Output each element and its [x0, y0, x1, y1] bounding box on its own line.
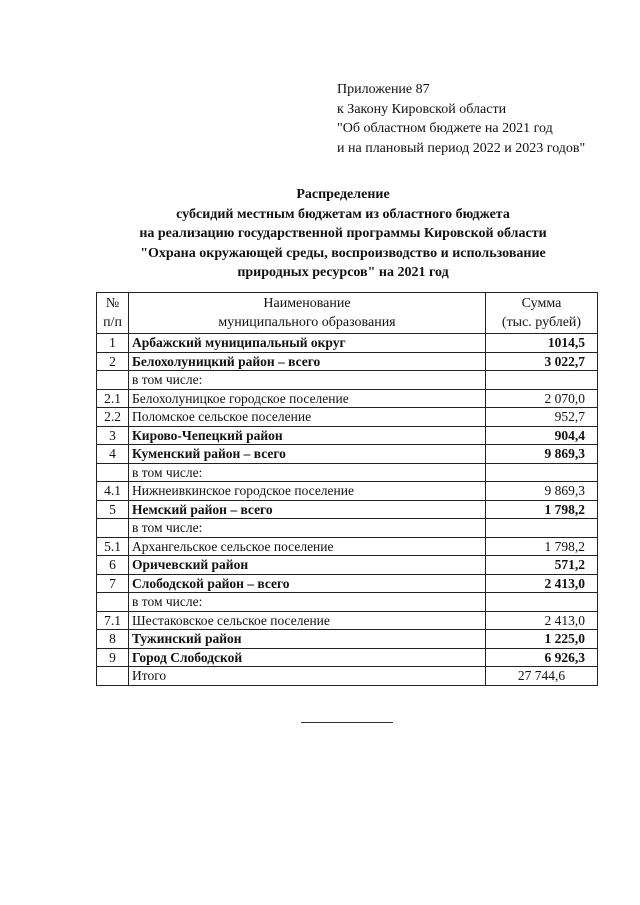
row-sum: 1 798,2	[486, 500, 598, 519]
title-line-4: "Охрана окружающей среды, воспроизводство и использование	[140, 245, 546, 261]
row-municipality-name: Нижнеивкинское городское поселение	[129, 482, 486, 501]
row-sum	[486, 519, 598, 538]
row-number: 9	[97, 648, 129, 667]
header-number-line-1: №	[105, 296, 120, 311]
row-number: 2	[97, 352, 129, 371]
row-municipality-name: Немский район – всего	[129, 500, 486, 519]
table-row	[97, 556, 598, 575]
table-body	[97, 334, 598, 686]
table-row	[97, 611, 598, 630]
row-number: 7.1	[97, 611, 129, 630]
row-sum: 952,7	[486, 408, 598, 427]
table-row	[97, 334, 598, 353]
row-municipality-name: Шестаковское сельское поселение	[129, 611, 486, 630]
row-number: 4	[97, 445, 129, 464]
row-sum: 2 413,0	[486, 611, 598, 630]
row-sum: 571,2	[486, 556, 598, 575]
row-sum: 6 926,3	[486, 648, 598, 667]
row-number: 2.1	[97, 389, 129, 408]
row-municipality-name: Оричевский район	[129, 556, 486, 575]
table-row	[97, 593, 598, 612]
row-number: 7	[97, 574, 129, 593]
table-row	[97, 574, 598, 593]
row-sum: 904,4	[486, 426, 598, 445]
table-row	[97, 667, 598, 686]
row-sum: 1 225,0	[486, 630, 598, 649]
row-sum: 9 869,3	[486, 445, 598, 464]
row-sum: 2 070,0	[486, 389, 598, 408]
appendix-line-3: "Об областном бюджете на 2021 год	[337, 121, 553, 136]
row-municipality-name: Арбажский муниципальный округ	[129, 334, 486, 353]
title-line-1: Распределение	[296, 187, 390, 202]
row-number: 5	[97, 500, 129, 519]
row-municipality-name: Слободской район – всего	[129, 574, 486, 593]
header-number	[97, 293, 129, 334]
header-name-line-1: Наименование	[263, 296, 351, 311]
header-name	[129, 293, 486, 334]
table-row	[97, 648, 598, 667]
title-line-2: субсидий местным бюджетам из областного бюджета	[176, 206, 510, 222]
appendix-line-4: и на плановый период 2022 и 2023 годов"	[337, 140, 586, 156]
header-sum-line-2: (тыс. рублей)	[501, 315, 582, 330]
row-sum: 27 744,6	[486, 667, 598, 686]
table-header-row	[97, 293, 598, 334]
row-sum: 1014,5	[486, 334, 598, 353]
header-sum	[486, 293, 598, 334]
row-number: 8	[97, 630, 129, 649]
row-municipality-name: в том числе:	[129, 593, 486, 612]
row-number	[97, 667, 129, 686]
row-number: 1	[97, 334, 129, 353]
row-number	[97, 593, 129, 612]
document-title	[60, 185, 626, 283]
row-sum	[486, 463, 598, 482]
row-number: 4.1	[97, 482, 129, 501]
table-row	[97, 519, 598, 538]
row-number	[97, 519, 129, 538]
row-sum: 3 022,7	[486, 352, 598, 371]
row-municipality-name: Город Слободской	[129, 648, 486, 667]
table-row	[97, 482, 598, 501]
row-sum: 2 413,0	[486, 574, 598, 593]
row-sum: 9 869,3	[486, 482, 598, 501]
row-sum	[486, 593, 598, 612]
header-number-line-2: п/п	[103, 315, 122, 330]
row-number: 3	[97, 426, 129, 445]
table-row	[97, 630, 598, 649]
appendix-line-1: Приложение 87	[337, 82, 430, 97]
row-municipality-name: в том числе:	[129, 463, 486, 482]
table-row	[97, 537, 598, 556]
row-number: 5.1	[97, 537, 129, 556]
title-line-3: на реализацию государственной программы Кировской области	[139, 226, 547, 241]
row-municipality-name: в том числе:	[129, 519, 486, 538]
row-municipality-name: Куменский район – всего	[129, 445, 486, 464]
row-sum	[486, 371, 598, 390]
row-municipality-name: Белохолуницкий район – всего	[129, 352, 486, 371]
row-municipality-name: Белохолуницкое городское поселение	[129, 389, 486, 408]
table-row	[97, 389, 598, 408]
row-number: 6	[97, 556, 129, 575]
row-municipality-name: Кирово-Чепецкий район	[129, 426, 486, 445]
table-row	[97, 371, 598, 390]
row-municipality-name: Архангельское сельское поселение	[129, 537, 486, 556]
header-sum-line-1: Сумма	[521, 296, 562, 311]
row-municipality-name: Итого	[129, 667, 486, 686]
table-row	[97, 426, 598, 445]
table-row	[97, 352, 598, 371]
row-municipality-name: в том числе:	[129, 371, 486, 390]
table-row	[97, 408, 598, 427]
title-line-5: природных ресурсов" на 2021 год	[237, 265, 449, 280]
table-row	[97, 463, 598, 482]
table-row	[97, 445, 598, 464]
row-number	[97, 463, 129, 482]
row-number: 2.2	[97, 408, 129, 427]
row-number	[97, 371, 129, 390]
distribution-table	[96, 292, 598, 686]
table-row	[97, 500, 598, 519]
appendix-line-2: к Закону Кировской области	[337, 101, 507, 117]
row-municipality-name: Поломское сельское поселение	[129, 408, 486, 427]
appendix-header	[337, 80, 585, 158]
header-name-line-2: муниципального образования	[218, 315, 396, 330]
row-sum: 1 798,2	[486, 537, 598, 556]
signature-divider	[301, 722, 393, 723]
row-municipality-name: Тужинский район	[129, 630, 486, 649]
